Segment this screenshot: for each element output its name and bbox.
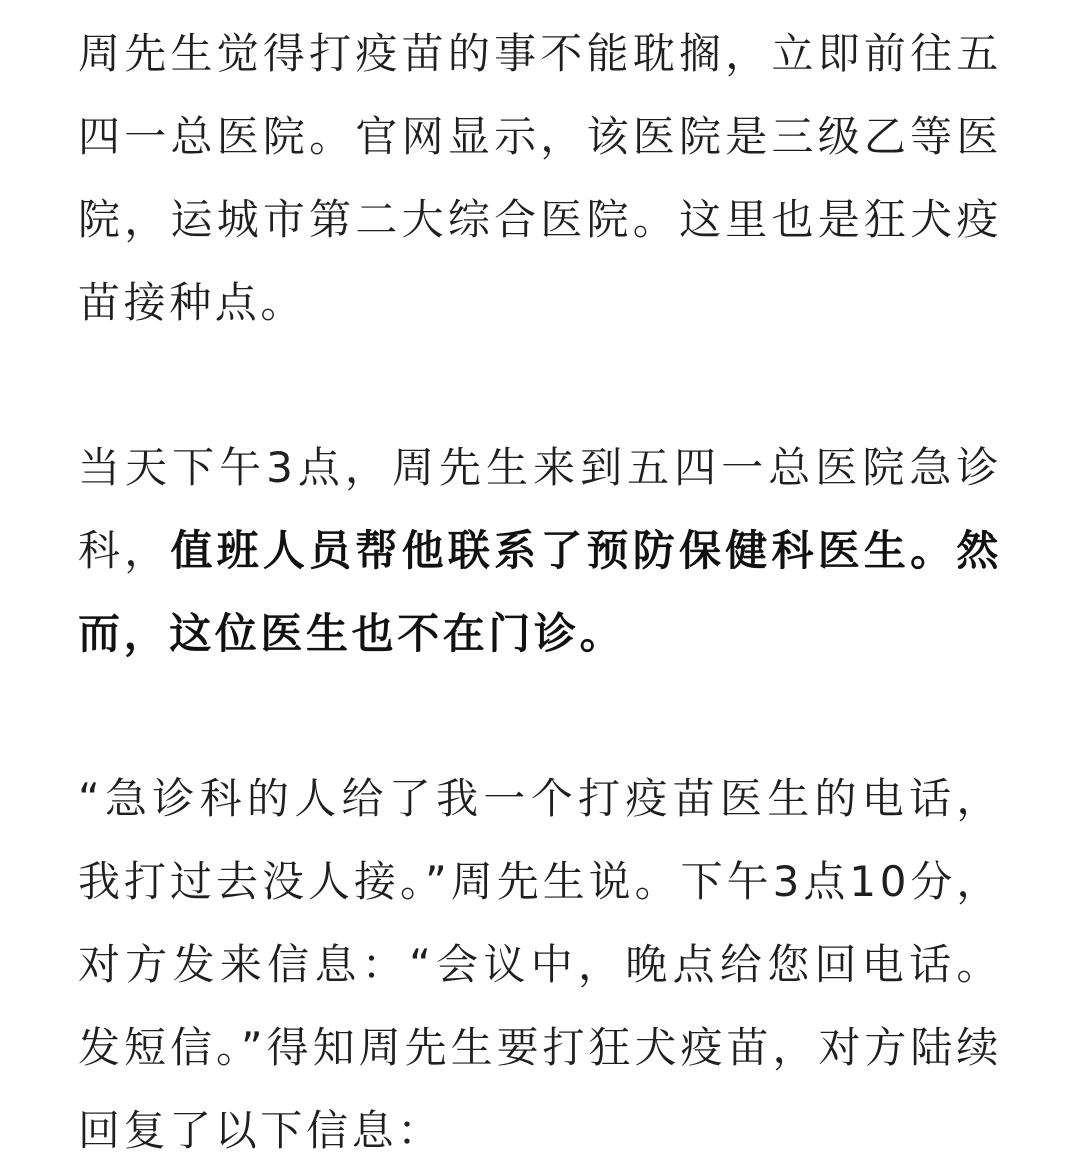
- paragraph-1: [78, 12, 1002, 344]
- paragraph-1-text: 周先生觉得打疫苗的事不能耽搁，立即前往五四一总医院。官网显示，该医院是三级乙等医院，运城市第二大综合医院。这里也是狂犬疫苗接种点。: [78, 29, 1002, 327]
- paragraph-2: [78, 426, 1002, 675]
- paragraph-3-text: “急诊科的人给了我一个打疫苗医生的电话，我打过去没人接。”周先生说。下午3点10分，对方发来信息：“会议中，晚点给您回电话。发短信。”得知周先生要打狂犬疫苗，对方陆续回复了以下信息：: [78, 774, 1002, 1155]
- article-body: [78, 12, 1002, 1172]
- paragraph-2-text: 当天下午3点，周先生来到五四一总医院急诊科，: [78, 443, 1002, 575]
- paragraph-2-bold-text: 值班人员帮他联系了预防保健科医生。然而，这位医生也不在门诊。: [78, 526, 1002, 658]
- paragraph-3: [78, 757, 1002, 1172]
